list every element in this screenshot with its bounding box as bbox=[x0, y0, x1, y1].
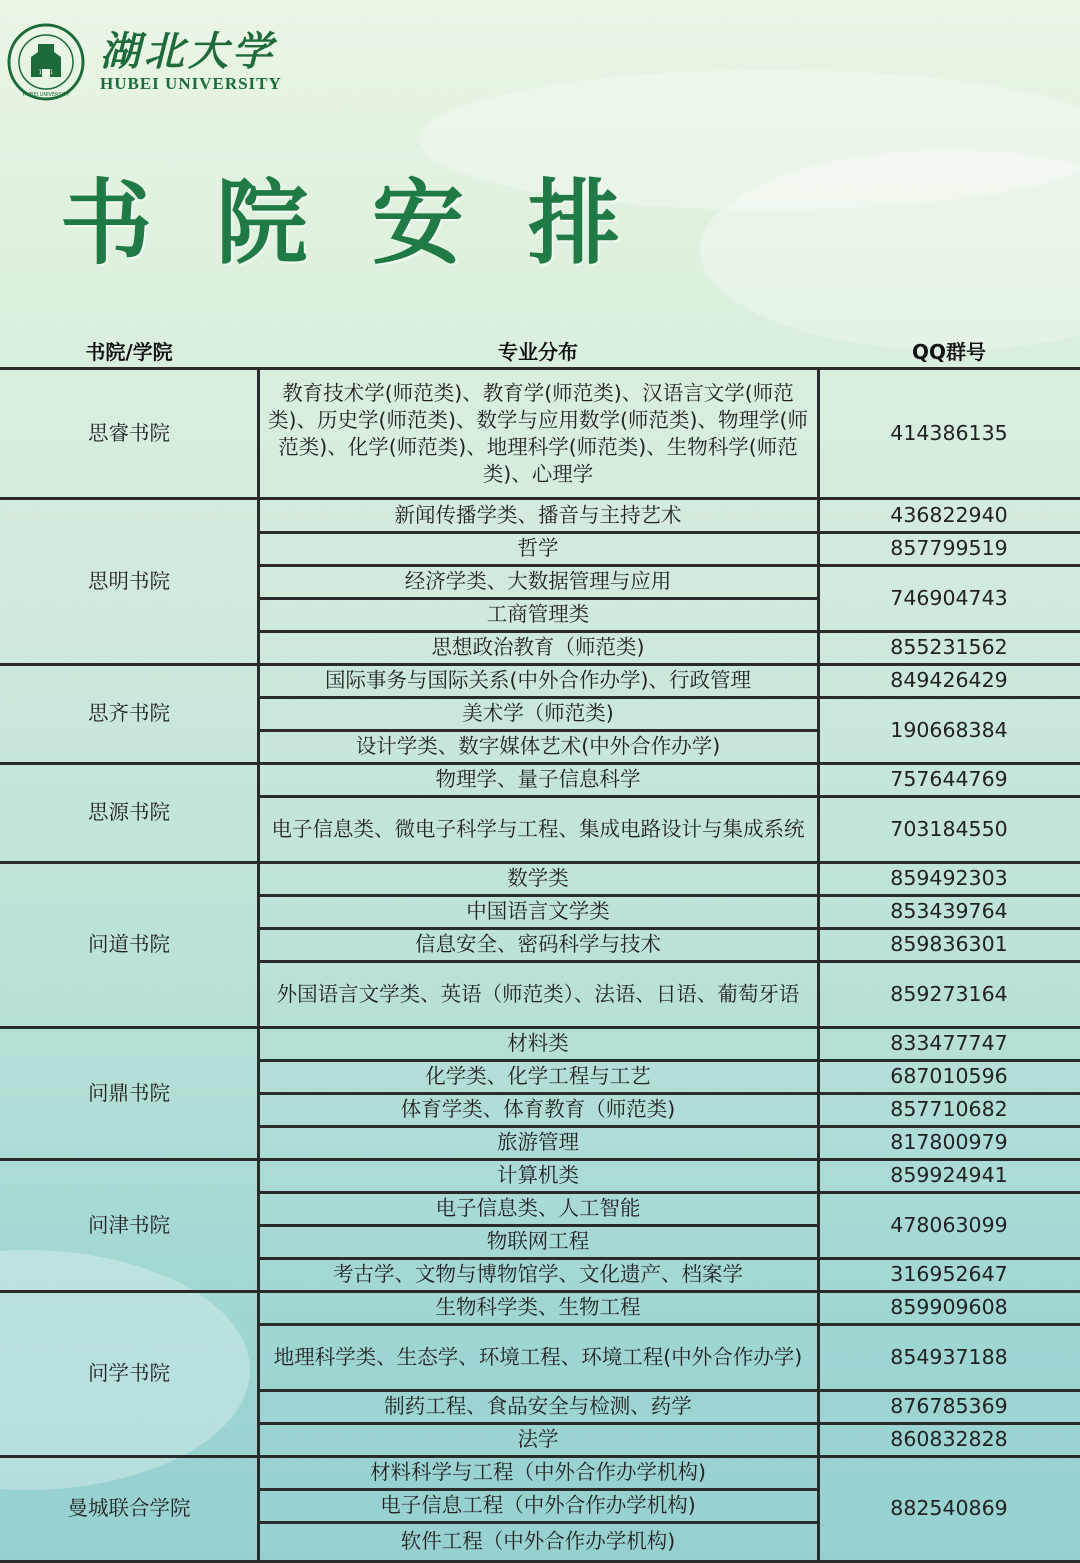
title-char: 安 bbox=[372, 169, 465, 277]
row-divider bbox=[258, 1224, 818, 1227]
row-divider bbox=[258, 1092, 818, 1095]
row-divider bbox=[258, 564, 818, 567]
major-cell: 物联网工程 bbox=[486, 1229, 590, 1253]
major-cell: 经济学类、大数据管理与应用 bbox=[404, 569, 672, 593]
college-name: 问道书院 bbox=[88, 932, 170, 956]
major-cell: 美术学（师范类) bbox=[462, 701, 614, 725]
qq-group-number: 859924941 bbox=[890, 1163, 1008, 1187]
university-name-cn: 湖北大学 bbox=[100, 28, 276, 75]
college-name: 问鼎书院 bbox=[88, 1080, 170, 1105]
row-divider bbox=[818, 696, 1080, 699]
major-cell: 计算机类 bbox=[497, 1163, 579, 1187]
qq-group-number: 882540869 bbox=[890, 1496, 1008, 1520]
seal-year: 1931 bbox=[38, 69, 54, 76]
major-cell: 考古学、文物与博物馆学、文化遗产、档案学 bbox=[333, 1262, 743, 1286]
row-divider bbox=[258, 1422, 818, 1425]
row-divider bbox=[258, 960, 818, 963]
column-divider bbox=[257, 369, 260, 1561]
title-char: 书 bbox=[60, 169, 153, 277]
row-divider bbox=[258, 795, 818, 798]
row-divider bbox=[258, 1389, 818, 1392]
major-cell: 电子信息类、微电子科学与工程、集成电路设计与集成系统 bbox=[271, 816, 805, 841]
row-divider bbox=[258, 630, 818, 633]
column-header-college: 书院/学院 bbox=[85, 340, 173, 364]
major-cell: 材料科学与工程（中外合作办学机构) bbox=[370, 1460, 706, 1484]
major-cell: 外国语言文学类、英语（师范类）、法语、日语、葡萄牙语 bbox=[276, 981, 800, 1006]
qq-group-number: 859273164 bbox=[890, 981, 1008, 1006]
column-divider bbox=[817, 369, 820, 1561]
qq-group-number: 857710682 bbox=[890, 1097, 1008, 1121]
college-name: 思齐书院 bbox=[88, 701, 170, 725]
qq-group-number: 436822940 bbox=[890, 502, 1008, 527]
title-char: 院 bbox=[216, 169, 309, 277]
major-cell: 教育技术学(师范类)、教育学(师范类)、汉语言文学(师范类)、历史学(师范类)、数学与应用数学(师范类)、物理学(师范类)、化学(师范类)、地理科学(师范类)、生物科学(师范类)、心理学 bbox=[268, 380, 808, 486]
major-cell: 材料类 bbox=[507, 1031, 569, 1055]
qq-group-number: 855231562 bbox=[890, 635, 1008, 659]
qq-group-number: 190668384 bbox=[890, 717, 1008, 742]
qq-group-number: 687010596 bbox=[890, 1064, 1008, 1088]
major-cell: 信息安全、密码科学与技术 bbox=[415, 932, 661, 956]
row-divider bbox=[818, 1191, 1080, 1194]
qq-group-number: 849426429 bbox=[890, 668, 1008, 692]
column-header-majors: 专业分布 bbox=[498, 340, 578, 364]
major-cell: 设计学类、数字媒体艺术(中外合作办学) bbox=[355, 734, 721, 758]
qq-group-number: 414386135 bbox=[890, 421, 1008, 445]
major-cell: 哲学 bbox=[517, 536, 559, 560]
major-cell: 法学 bbox=[517, 1427, 559, 1451]
major-cell: 体育学类、体育教育（师范类) bbox=[400, 1097, 676, 1121]
row-divider bbox=[818, 894, 1080, 897]
college-name: 思明书院 bbox=[88, 568, 170, 593]
seal-text: HUBEI UNIVERSITY bbox=[22, 92, 70, 98]
major-cell: 电子信息工程（中外合作办学机构) bbox=[380, 1493, 696, 1517]
qq-group-number: 703184550 bbox=[890, 816, 1008, 841]
row-divider bbox=[818, 1257, 1080, 1260]
row-divider bbox=[258, 1521, 818, 1524]
major-cell: 化学类、化学工程与工艺 bbox=[425, 1064, 651, 1088]
college-name: 曼城联合学院 bbox=[67, 1496, 191, 1520]
row-divider bbox=[258, 597, 818, 600]
row-divider bbox=[818, 1323, 1080, 1326]
row-divider bbox=[818, 1422, 1080, 1425]
major-cell: 旅游管理 bbox=[497, 1130, 579, 1154]
row-divider bbox=[818, 960, 1080, 963]
row-divider bbox=[258, 1257, 818, 1260]
qq-group-number: 817800979 bbox=[890, 1130, 1008, 1154]
qq-group-number: 853439764 bbox=[890, 899, 1008, 923]
qq-group-number: 876785369 bbox=[890, 1394, 1008, 1418]
major-cell: 新闻传播学类、播音与主持艺术 bbox=[394, 502, 682, 527]
major-cell: 生物科学类、生物工程 bbox=[435, 1295, 641, 1319]
qq-group-number: 757644769 bbox=[890, 767, 1008, 791]
major-cell: 数学类 bbox=[507, 866, 569, 890]
row-divider bbox=[818, 1059, 1080, 1062]
qq-group-number: 857799519 bbox=[890, 536, 1008, 560]
qq-group-number: 859836301 bbox=[890, 932, 1008, 956]
college-name: 问津书院 bbox=[88, 1212, 170, 1237]
qq-group-number: 854937188 bbox=[890, 1344, 1008, 1369]
row-divider bbox=[258, 1191, 818, 1194]
row-divider bbox=[258, 1059, 818, 1062]
major-cell: 制药工程、食品安全与检测、药学 bbox=[384, 1394, 692, 1418]
row-divider bbox=[258, 1125, 818, 1128]
row-divider bbox=[258, 1323, 818, 1326]
row-divider bbox=[818, 564, 1080, 567]
college-name: 思睿书院 bbox=[88, 421, 170, 445]
major-cell: 电子信息类、人工智能 bbox=[435, 1196, 641, 1220]
major-cell: 工商管理类 bbox=[486, 602, 590, 626]
college-name: 思源书院 bbox=[88, 800, 170, 824]
qq-group-number: 746904743 bbox=[890, 585, 1008, 610]
qq-group-number: 478063099 bbox=[890, 1212, 1008, 1237]
qq-group-number: 833477747 bbox=[890, 1031, 1008, 1055]
college-name: 问学书院 bbox=[88, 1361, 170, 1385]
major-cell: 地理科学类、生态学、环境工程、环境工程(中外合作办学) bbox=[273, 1344, 803, 1369]
major-cell: 中国语言文学类 bbox=[466, 899, 610, 923]
column-header-qq: QQ群号 bbox=[911, 340, 986, 364]
qq-group-number: 859909608 bbox=[890, 1295, 1008, 1319]
row-divider bbox=[818, 630, 1080, 633]
row-divider bbox=[258, 696, 818, 699]
qq-group-number: 860832828 bbox=[890, 1427, 1008, 1451]
row-divider bbox=[258, 1488, 818, 1491]
major-cell: 思想政治教育（师范类) bbox=[431, 635, 645, 659]
qq-group-number: 316952647 bbox=[890, 1262, 1008, 1286]
title-char: 排 bbox=[528, 169, 621, 277]
row-divider bbox=[818, 1125, 1080, 1128]
row-divider bbox=[258, 927, 818, 930]
row-divider bbox=[818, 531, 1080, 534]
row-divider bbox=[818, 1092, 1080, 1095]
row-divider bbox=[818, 927, 1080, 930]
row-divider bbox=[258, 729, 818, 732]
row-divider bbox=[818, 795, 1080, 798]
major-cell: 国际事务与国际关系(中外合作办学)、行政管理 bbox=[325, 668, 751, 692]
major-cell: 物理学、量子信息科学 bbox=[435, 767, 641, 791]
row-divider bbox=[258, 531, 818, 534]
university-name-en: HUBEI UNIVERSITY bbox=[100, 74, 282, 93]
major-cell: 软件工程（中外合作办学机构) bbox=[400, 1529, 676, 1553]
row-divider bbox=[818, 1389, 1080, 1392]
qq-group-number: 859492303 bbox=[890, 866, 1008, 890]
row-divider bbox=[258, 894, 818, 897]
